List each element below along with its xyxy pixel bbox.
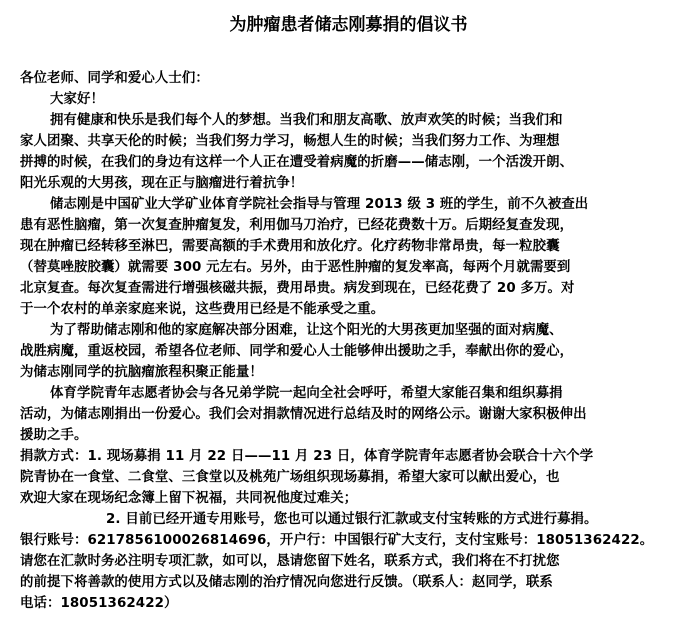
paragraph-4-line: 活动，为储志刚捐出一份爱心。我们会对捐款情况进行总结及时的网络公示。谢谢大家积极伸出 [20, 407, 587, 422]
document-title: 为肿瘤患者储志刚募捐的倡议书 [229, 15, 468, 35]
paragraph-2-line: 于一个农村的单亲家庭来说，这些费用已经是不能承受之重。 [20, 302, 385, 317]
paragraph-3-line: 为了帮助储志刚和他的家庭解决部分困难，让这个阳光的大男孩更加坚强的面对病魔、 [50, 323, 563, 338]
contact-line: 电话：18051362422） [20, 596, 178, 611]
bank-account-line: 银行账号：6217856100026814696，开户行：中国银行矿大支行，支付宝账号：18051362422。 [20, 533, 654, 548]
paragraph-2-line: 现在肿瘤已经转移至淋巴，需要高额的手术费用和放化疗。化疗药物非常昂贵，每一粒胶囊 [20, 239, 560, 254]
paragraph-4-line: 体育学院青年志愿者协会与各兄弟学院一起向全社会呼吁，希望大家能召集和组织募捐 [50, 386, 563, 401]
paragraph-1-line: 拥有健康和快乐是我们每个人的梦想。当我们和朋友高歌、放声欢笑的时候；当我们和 [50, 113, 563, 128]
paragraph-4-line: 援助之手。 [20, 428, 88, 443]
remittance-note-line: 请您在汇款时务必注明专项汇款，如可以，恳请您留下姓名，联系方式，我们将在不打扰您 [20, 554, 560, 569]
paragraph-3-line: 为储志刚同学的抗脑瘤旅程积聚正能量！ [20, 365, 263, 380]
paragraph-2-line: （替莫唑胺胶囊）就需要 300 元左右。另外，由于恶性肿瘤的复发率高，每两个月就需要到 [20, 260, 571, 275]
paragraph-2-line: 患有恶性脑瘤，第一次复查肿瘤复发，利用伽马刀治疗，已经花费数十万。后期经复查发现， [20, 218, 574, 233]
paragraph-1-line: 阳光乐观的大男孩，现在正与脑瘤进行着抗争！ [20, 176, 304, 191]
donation-method-line: 2. 目前已经开通专用账号，您也可以通过银行汇款或支付宝转账的方式进行募捐。 [106, 512, 598, 527]
greeting: 大家好！ [50, 92, 104, 107]
paragraph-2-line: 北京复查。每次复查需进行增强核磁共振，费用昂贵。病发到现在，已经花费了 20 多万。对 [20, 281, 575, 296]
document-body [20, 68, 686, 614]
donation-method-line: 欢迎大家在现场纪念簿上留下祝福，共同祝他度过难关； [20, 491, 358, 506]
paragraph-1-line: 拼搏的时候，在我们的身边有这样一个人正在遭受着病魔的折磨——储志刚，一个活泼开朗、 [20, 155, 574, 170]
donation-method-line: 院青协在一食堂、二食堂、三食堂以及桃苑广场组织现场募捐，希望大家可以献出爱心，也 [20, 470, 560, 485]
salutation: 各位老师、同学和爱心人士们： [20, 71, 209, 86]
remittance-note-line: 的前提下将善款的使用方式以及储志刚的治疗情况向您进行反馈。（联系人：赵同学，联系 [20, 575, 553, 590]
donation-method-line: 捐款方式：1. 现场募捐 11 月 22 日——11 月 23 日，体育学院青年志愿者协会联合十六个学 [20, 449, 594, 464]
paragraph-2-line: 储志刚是中国矿业大学矿业体育学院社会指导与管理 2013 级 3 班的学生，前不久被查出 [50, 197, 589, 212]
paragraph-1-line: 家人团聚、共享天伦的时候；当我们努力学习，畅想人生的时候；当我们努力工作、为理想 [20, 134, 560, 149]
paragraph-3-line: 战胜病魔，重返校园，希望各位老师、同学和爱心人士能够伸出援助之手，奉献出你的爱心， [20, 344, 574, 359]
